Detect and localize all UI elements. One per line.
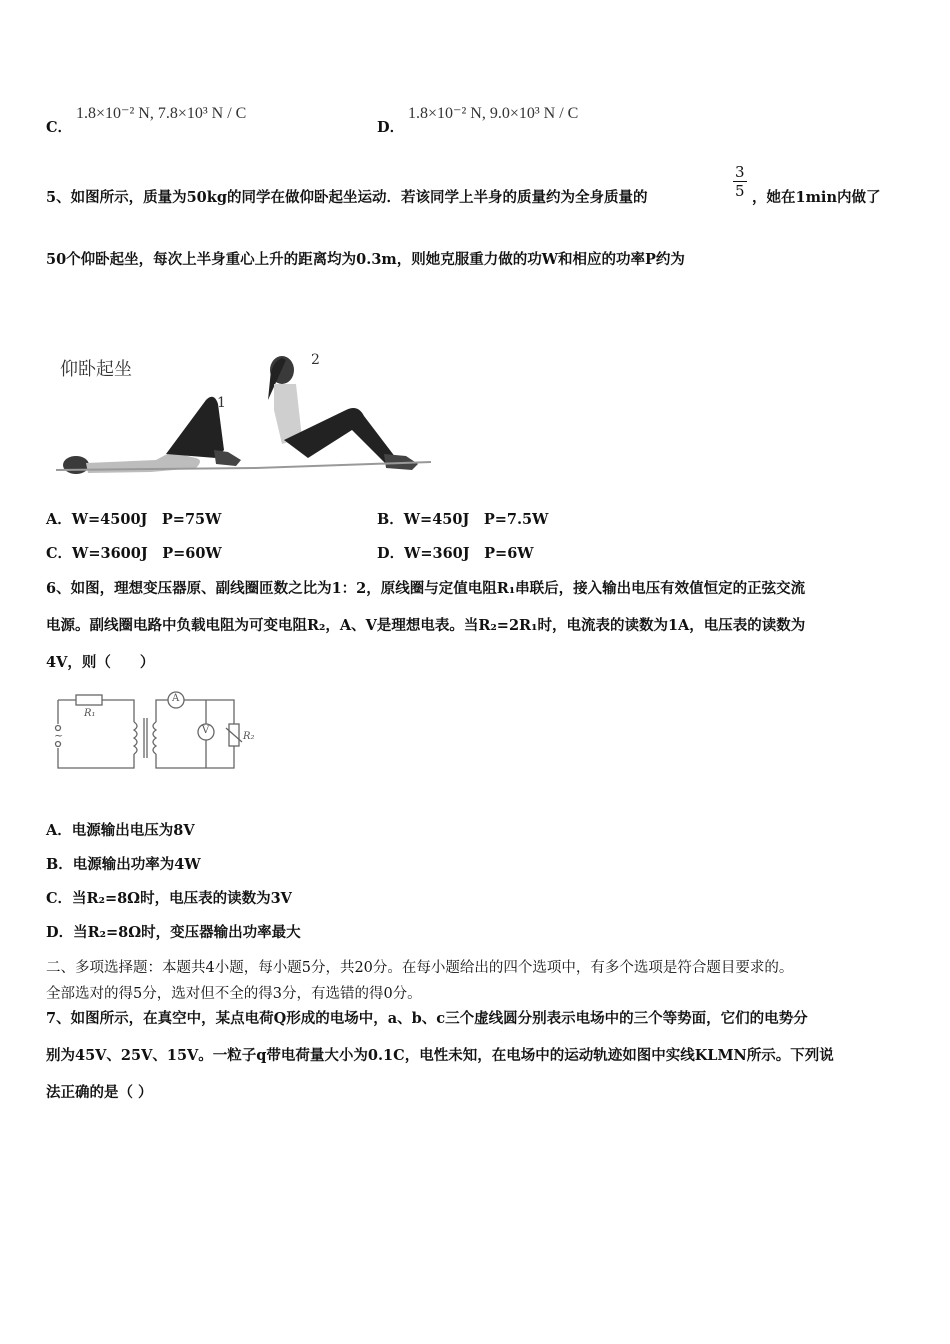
q5-option-a: A．W=4500J P=75W (46, 511, 222, 528)
circuit-r1-label: R₁ (84, 708, 96, 719)
q6-line3: 4V，则（ ） (46, 654, 155, 671)
q5-option-c: C．W=3600J P=60W (46, 545, 222, 562)
q5-fraction (733, 163, 747, 200)
q5-option-d: D．W=360J P=6W (377, 545, 534, 562)
circuit-diagram (46, 688, 276, 778)
q5-option-b: B．W=450J P=7.5W (377, 511, 549, 528)
q6-line2: 电源。副线圈电路中负载电阻为可变电阻R₂，A、V是理想电表。当R₂=2R₁时，电流表的读数为1A，电压表的读数为 (46, 617, 806, 634)
section2-line1: 二、多项选择题：本题共4小题，每小题5分，共20分。在每小题给出的四个选项中，有多个选项是符合题目要求的。 (46, 960, 794, 976)
q5-line1-after: ，她在1min内做了 (752, 189, 881, 206)
q6-option-d: D．当R₂=8Ω时，变压器输出功率最大 (46, 924, 301, 941)
circuit-ac-source: ~ (54, 729, 64, 742)
q5-line2: 50个仰卧起坐，每次上半身重心上升的距离均为0.3m，则她克服重力做的功W和相应的功率P约为 (46, 251, 685, 268)
situp-caption: 仰卧起坐 (60, 359, 132, 380)
q6-line1: 6、如图，理想变压器原、副线圈匝数之比为1：2，原线圈与定值电阻R₁串联后，接入输出电压有效值恒定的正弦交流 (46, 580, 806, 597)
option-c-value: 1.8×10⁻² N, 7.8×10³ N / C (76, 105, 247, 122)
q7-line3: 法正确的是（ ） (46, 1084, 153, 1101)
q7-line1: 7、如图所示，在真空中，某点电荷Q形成的电场中，a、b、c三个虚线圆分别表示电场中的三个等势面，它们的电势分 (46, 1010, 808, 1027)
q5-fraction-den: 5 (735, 182, 745, 200)
circuit-r2-label: R₂ (243, 731, 255, 742)
option-c-label: C． (46, 119, 73, 136)
circuit-voltmeter-label: V (202, 725, 210, 736)
option-d-value: 1.8×10⁻² N, 9.0×10³ N / C (408, 105, 579, 122)
situp-figure (46, 340, 436, 490)
q5-fraction-num: 3 (735, 163, 745, 181)
situp-label-2: 2 (311, 352, 320, 368)
circuit-ammeter-label: A (172, 693, 180, 704)
situp-illustration (46, 340, 436, 490)
situp-label-1: 1 (217, 395, 226, 411)
q7-line2: 别为45V、25V、15V。一粒子q带电荷量大小为0.1C，电性未知，在电场中的运动轨迹如图中实线KLMN所示。下列说 (46, 1047, 834, 1064)
q6-option-a: A．电源输出电压为8V (46, 822, 195, 839)
q5-line1-before: 5、如图所示，质量为50kg的同学在做仰卧起坐运动．若该同学上半身的质量约为全身质量的 (46, 189, 648, 206)
section2-line2: 全部选对的得5分，选对但不全的得3分，有选错的得0分。 (46, 986, 422, 1002)
q6-option-c: C．当R₂=8Ω时，电压表的读数为3V (46, 890, 292, 907)
q6-option-b: B．电源输出功率为4W (46, 856, 201, 873)
transformer-circuit (46, 688, 276, 778)
option-d-label: D． (377, 119, 405, 136)
